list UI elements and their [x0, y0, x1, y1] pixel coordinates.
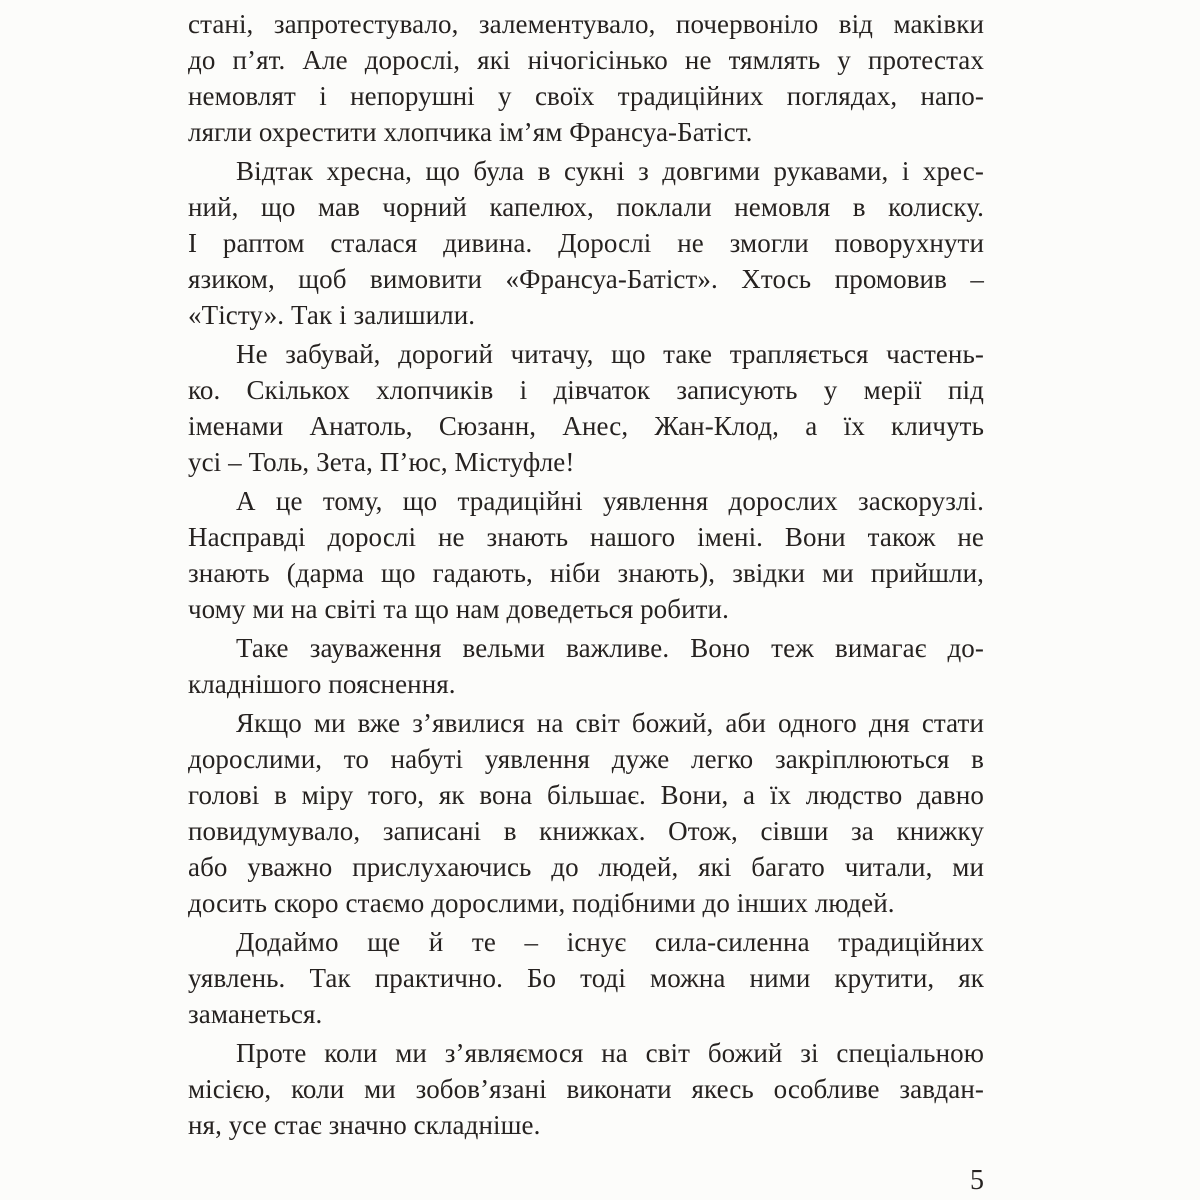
text-line: стані, запротестувало, залементувало, почервоніло від маківки [188, 9, 984, 39]
text-line: іменами Анатоль, Сюзанн, Анес, Жан-Клод, а їх кличуть [188, 411, 984, 441]
text-line: або уважно прислухаючись до людей, які багато читали, ми [188, 852, 984, 882]
text-line: Насправді дорослі не знають нашого імені. Вони також не [188, 522, 984, 552]
text-line: до п’ят. Але дорослі, які нічогісінько не тямлять у протестах [188, 45, 984, 75]
text-line: язиком, щоб вимовити «Франсуа-Батіст». Хтось промовив – [188, 264, 984, 294]
text-line: Таке зауваження вельми важливе. Воно теж вимагає до- [236, 633, 984, 663]
text-line: Не забувай, дорогий читачу, що таке трапляється частень- [236, 339, 984, 369]
text-line: немовлят і непорушні у своїх традиційних поглядах, напо- [188, 81, 984, 111]
text-line: місією, коли ми зобов’язані виконати якесь особливе завдан- [188, 1074, 984, 1104]
paragraph [188, 924, 984, 1032]
text-line: чому ми на світі та що нам доведеться робити. [188, 594, 729, 624]
text-line: ний, що мав чорний капелюх, поклали немовля в колиску. [188, 192, 984, 222]
text-line: кладнішого пояснення. [188, 669, 456, 699]
text-line: усі – Толь, Зета, П’юс, Містуфле! [188, 447, 575, 477]
paragraph [188, 630, 984, 702]
text-line: заманеться. [188, 999, 323, 1029]
paragraph [188, 153, 984, 333]
paragraph [188, 336, 984, 480]
paragraph [188, 705, 984, 921]
text-line: «Тісту». Так і залишили. [188, 300, 476, 330]
text-line: дорослими, то набуті уявлення дуже легко закріплюються в [188, 744, 984, 774]
text-line: Проте коли ми з’являємося на світ божий зі спеціальною [236, 1038, 984, 1068]
text-line: досить скоро стаємо дорослими, подібними до інших людей. [188, 888, 895, 918]
page-number: 5 [970, 1165, 984, 1196]
text-line: Додаймо ще й те – існує сила-силенна традиційних [236, 927, 984, 957]
paragraph [188, 1035, 984, 1143]
text-line: знають (дарма що гадають, ніби знають), звідки ми прийшли, [188, 558, 984, 588]
text-line: голові в міру того, як вона більшає. Вони, а їх людство давно [188, 780, 984, 810]
text-line: уявлень. Так практично. Бо тоді можна ними крутити, як [188, 963, 984, 993]
paragraph [188, 6, 984, 150]
paragraph [188, 483, 984, 627]
page-text [188, 6, 984, 1143]
text-line: повидумувало, записані в книжках. Отож, сівши за книжку [188, 816, 984, 846]
text-line: А це тому, що традиційні уявлення дорослих заскорузлі. [236, 486, 984, 516]
text-line: ня, усе стає значно складніше. [188, 1110, 541, 1140]
text-line: лягли охрестити хлопчика ім’ям Франсуа-Батіст. [188, 117, 753, 147]
text-line: Якщо ми вже з’явилися на світ божий, аби одного дня стати [236, 708, 984, 738]
text-line: Відтак хресна, що була в сукні з довгими рукавами, і хрес- [236, 156, 984, 186]
text-line: І раптом сталася дивина. Дорослі не змогли поворухнути [188, 228, 984, 258]
text-line: ко. Скількох хлопчиків і дівчаток записують у мерії під [188, 375, 984, 405]
